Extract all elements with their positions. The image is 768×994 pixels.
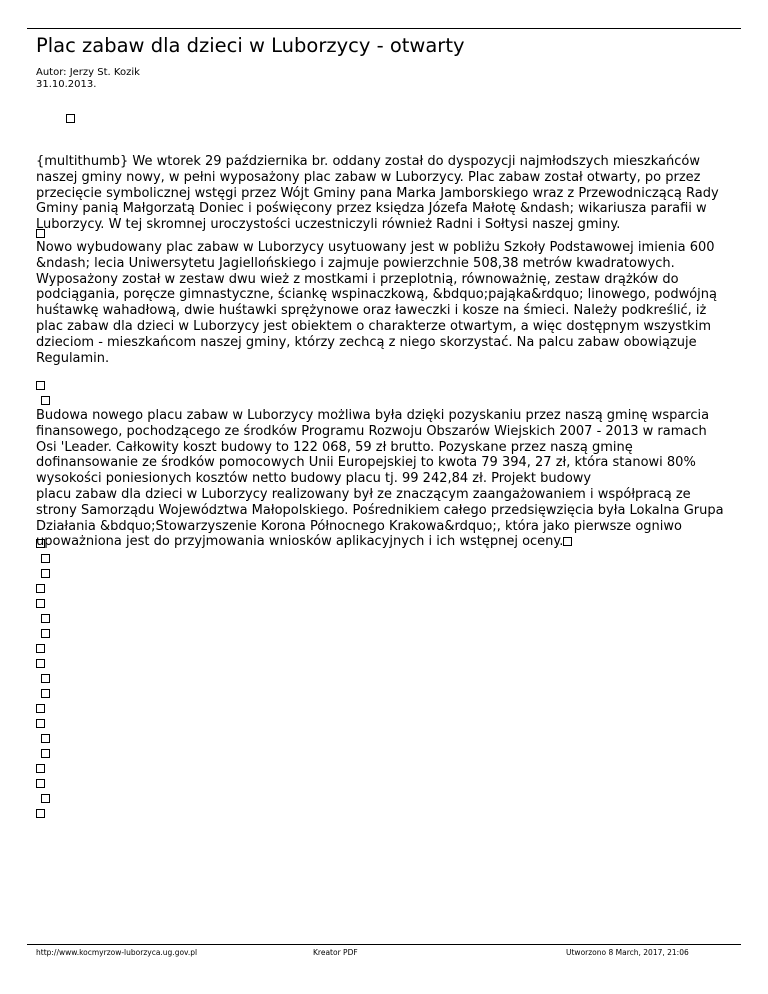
missing-image-icon: [36, 229, 45, 238]
missing-image-icon: [41, 396, 50, 405]
text-line: Gminy panią Małgorzatą Doniec i poświęcony przez księdza Józefa Małotę &ndash; wikariusza parafii w: [36, 201, 707, 217]
text-line: Regulamin.: [36, 350, 110, 366]
text-line: wysokości poniesionych kosztów netto budowy placu tj. 99 242,84 zł. Projekt budowy: [36, 471, 592, 487]
text-line: podciągania, poręcze gimnastyczne, ściankę wspinaczkową, &bdquo;pająka&rdquo; linowego, podwójną: [36, 287, 717, 303]
missing-image-icon: [41, 749, 50, 758]
text-line: [36, 534, 736, 550]
text-line-content: upoważniona jest do przyjmowania wniosków aplikacyjnych i ich wstępnej oceny.: [36, 534, 564, 550]
missing-image-icon: [563, 537, 572, 546]
missing-image-icon: [36, 764, 45, 773]
paragraph-2: [36, 240, 736, 366]
text-line: {multithumb} We wtorek 29 października br. oddany został do dyspozycji najmłodszych mieszkańców: [36, 154, 700, 169]
missing-image-icon: [36, 644, 45, 653]
missing-image-icon: [36, 539, 45, 548]
footer-rule: [27, 944, 741, 945]
missing-image-icon: [41, 554, 50, 563]
author-line: Autor: Jerzy St. Kozik: [36, 67, 140, 78]
missing-image-icon: [36, 599, 45, 608]
text-line: Nowo wybudowany plac zabaw w Luborzycy usytuowany jest w pobliżu Szkoły Podstawowej imienia 600: [36, 240, 715, 255]
missing-image-icon: [41, 734, 50, 743]
paragraph-3: [36, 408, 736, 550]
article-title: Plac zabaw dla dzieci w Luborzycy - otwarty: [36, 34, 465, 57]
missing-image-icon: [41, 569, 50, 578]
missing-image-icon: [36, 779, 45, 788]
footer-url[interactable]: http://www.kocmyrzow-luborzyca.ug.gov.pl: [36, 948, 198, 957]
text-line: dzieciom - mieszkańcom naszej gminy, którzy zechcą z niego skorzystać. Na palcu zabaw obowiązuje: [36, 334, 697, 350]
footer-created-date: Utworzono 8 March, 2017, 21:06: [566, 948, 689, 957]
text-line: huśtawkę wahadłową, dwie huśtawki sprężynowe oraz ławeczki i kosze na śmieci. Należy podkreślić, iż: [36, 303, 707, 319]
missing-image-icon: [41, 674, 50, 683]
text-line: finansowego, pochodzącego ze środków Programu Rozwoju Obszarów Wiejskich 2007 - 2013 w ramach: [36, 423, 707, 439]
text-line: Wyposażony został w zestaw dwu wież z mostkami i przeplotnią, równoważnię, zestaw drążków do: [36, 271, 679, 287]
missing-image-icon: [36, 659, 45, 668]
text-line: placu zabaw dla dzieci w Luborzycy realizowany był ze znaczącym zaangażowaniem i współpracą ze: [36, 486, 691, 502]
text-line: Luborzycy. W tej skromnej uroczystości uczestniczyli również Radni i Sołtysi naszej gminy.: [36, 217, 621, 233]
date-line: 31.10.2013.: [36, 79, 97, 90]
text-line: Osi 'Leader. Całkowity koszt budowy to 122 068, 59 zł brutto. Pozyskane przez naszą gminę: [36, 439, 633, 455]
text-line: &ndash; lecia Uniwersytetu Jagiellońskiego i zajmuje powierzchnie 508,38 metrów kwadratowych.: [36, 255, 675, 271]
text-line: plac zabaw dla dzieci w Luborzycy jest obiektem o charakterze otwartym, a więc dostępnym wszystkim: [36, 318, 711, 334]
missing-image-icon: [36, 381, 45, 390]
missing-image-icon: [41, 794, 50, 803]
text-line: przecięcie symbolicznej wstęgi przez Wójt Gminy pana Marka Jamborskiego wraz z Przewodniczącą Rady: [36, 185, 719, 201]
text-line: dofinansowanie ze środków pomocowych Unii Europejskiej to kwota 79 394, 27 zł, która stanowi 80%: [36, 455, 696, 471]
missing-image-icon: [36, 584, 45, 593]
missing-image-icon: [36, 719, 45, 728]
missing-image-icon: [41, 629, 50, 638]
text-line: strony Samorządu Województwa Małopolskiego. Pośrednikiem całego przedsięwzięcia była Lokalna Grupa: [36, 502, 724, 518]
missing-image-icon: [41, 614, 50, 623]
missing-image-icon: [36, 809, 45, 818]
missing-image-icon: [36, 704, 45, 713]
top-rule: [27, 28, 741, 29]
text-line: naszej gminy nowy, w pełni wyposażony plac zabaw w Luborzycy. Plac zabaw został otwarty, po przez: [36, 169, 701, 185]
missing-image-icon: [66, 114, 75, 123]
footer-creator: Kreator PDF: [313, 948, 358, 957]
text-line: Działania &bdquo;Stowarzyszenie Korona Północnego Krakowa&rdquo;, która jako pierwsze ogniwo: [36, 518, 682, 534]
article-meta: [36, 67, 140, 91]
paragraph-1: [36, 154, 736, 233]
missing-image-icon: [41, 689, 50, 698]
text-line: Budowa nowego placu zabaw w Luborzycy możliwa była dzięki pozyskaniu przez naszą gminę wsparcia: [36, 408, 710, 423]
